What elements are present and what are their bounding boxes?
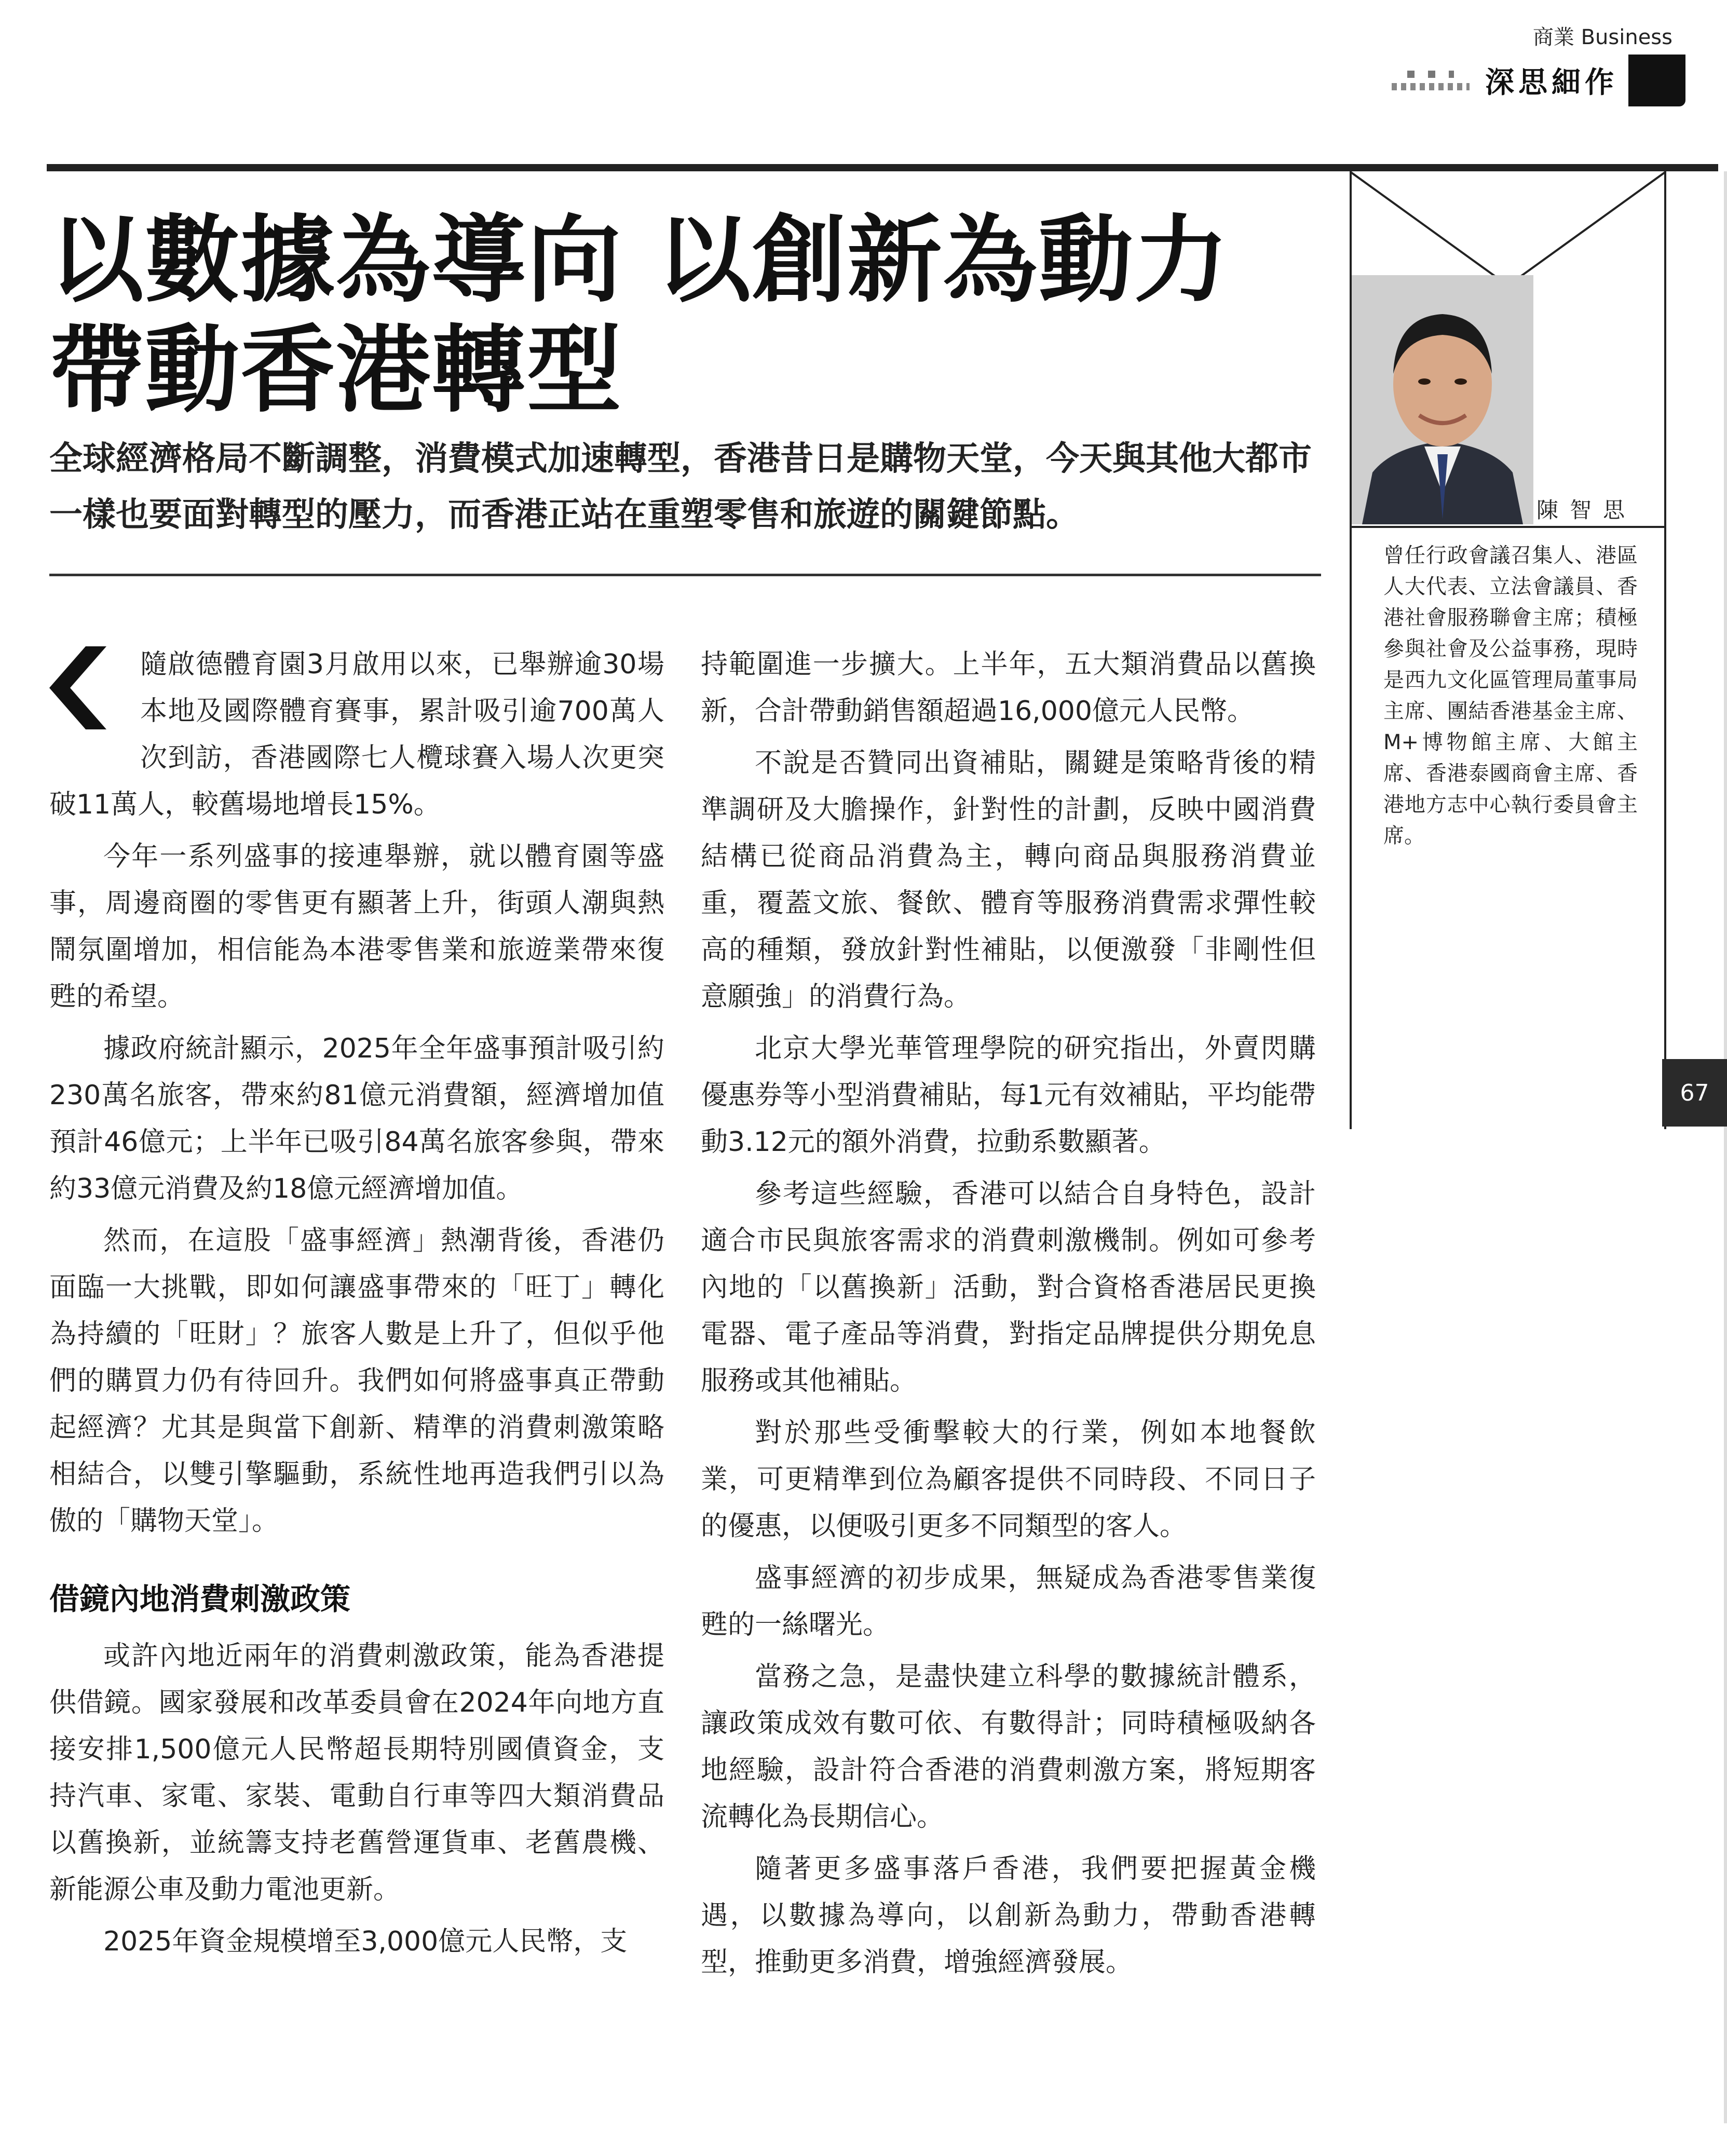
author-portrait — [1352, 275, 1533, 524]
title-line-1: 以數據為導向 以創新為動力 — [49, 205, 1230, 315]
body-column-left — [49, 641, 664, 1970]
paragraph: 2025年資金規模增至3,000億元人民幣，支 — [103, 1926, 628, 1957]
paragraph: 隨啟德體育園3月啟用以來，已舉辦逾30場本地及國際體育賽事，累計吸引逾700萬人次到訪，香港國際七人欖球賽入場人次更突破11萬人，較舊場地增長15%。 — [49, 649, 664, 820]
paragraph: 據政府統計顯示，2025年全年盛事預計吸引約230萬名旅客，帶來約81億元消費額，經濟增加值預計46億元；上半年已吸引84萬名旅客參與，帶來約33億元消費及約18億元經濟增加值。 — [49, 1033, 664, 1204]
column-name: 深思細作 — [1485, 66, 1618, 100]
paragraph: 北京大學光華管理學院的研究指出，外賣閃購優惠券等小型消費補貼，每1元有效補貼，平均能帶動3.12元的額外消費，拉動系數顯著。 — [701, 1033, 1316, 1158]
paragraph: 隨著更多盛事落戶香港，我們要把握黃金機遇，以數據為導向，以創新為動力，帶動香港轉型，推動更多消費，增強經濟發展。 — [701, 1853, 1316, 1978]
top-rule — [47, 164, 1718, 171]
author-bio: 曾任行政會議召集人、港區人大代表、立法會議員、香港社會服務聯會主席；積極參與社會及公益事務，現時是西九文化區管理局董事局主席、團結香港基金主席、M+博物館主席、大館主席、香港泰國商會主席、香港地方志中心執行委員會主席。 — [1383, 544, 1638, 848]
paragraph: 或許內地近兩年的消費刺激政策，能為香港提供借鏡。國家發展和改革委員會在2024年向地方直接安排1,500億元人民幣超長期特別國債資金，支持汽車、家電、家裝、電動自行車等四大類消費品以舊換新，並統籌支持老舊營運貨車、老舊農機、新能源公車及動力電池更新。 — [49, 1640, 664, 1905]
badge-decoration-icon — [1392, 65, 1470, 96]
paragraph: 今年一系列盛事的接連舉辦，就以體育園等盛事，周邊商圈的零售更有顯著上升，街頭人潮與熱鬧氛圍增加，相信能為本港零售業和旅遊業帶來復甦的希望。 — [49, 841, 664, 1012]
subheading: 借鏡內地消費刺激政策 — [49, 1581, 351, 1617]
page-edge — [1724, 171, 1727, 2123]
chevron-left-icon — [49, 646, 135, 737]
author-name: 陳智思 — [1536, 497, 1637, 523]
badge-block — [1628, 55, 1685, 106]
article-title — [49, 205, 1321, 425]
lede-rule — [49, 574, 1321, 576]
body-column-right — [701, 641, 1316, 1991]
title-line-2: 帶動香港轉型 — [49, 315, 622, 425]
paragraph: 當務之急，是盡快建立科學的數據統計體系，讓政策成效有數可依、有數得計；同時積極吸納各地經驗，設計符合香港的消費刺激方案，將短期客流轉化為長期信心。 — [701, 1661, 1316, 1833]
paragraph: 持範圍進一步擴大。上半年，五大類消費品以舊換新，合計帶動銷售額超過16,000億元人民幣。 — [701, 649, 1316, 727]
sidebar-rule — [1352, 526, 1664, 528]
article-lede: 全球經濟格局不斷調整，消費模式加速轉型，香港昔日是購物天堂，今天與其他大都市一樣也要面對轉型的壓力，而香港正站在重塑零售和旅遊的關鍵節點。 — [49, 440, 1312, 534]
section-label: 商業 Business — [1532, 25, 1672, 49]
paragraph: 參考這些經驗，香港可以結合自身特色，設計適合市民與旅客需求的消費刺激機制。例如可參考內地的「以舊換新」活動，對合資格香港居民更換電器、電子產品等消費，對指定品牌提供分期免息服務或其他補貼。 — [701, 1178, 1316, 1396]
sidebar-peak — [1350, 171, 1666, 286]
paragraph: 然而，在這股「盛事經濟」熱潮背後，香港仍面臨一大挑戰，即如何讓盛事帶來的「旺丁」轉化為持續的「旺財」？旅客人數是上升了，但似乎他們的購買力仍有待回升。我們如何將盛事真正帶動起經濟？尤其是與當下創新、精準的消費刺激策略相結合，以雙引擎驅動，系統性地再造我們引以為傲的「購物天堂」。 — [49, 1225, 664, 1537]
paragraph: 對於那些受衝擊較大的行業，例如本地餐飲業，可更精準到位為顧客提供不同時段、不同日子的優惠，以便吸引更多不同類型的客人。 — [701, 1417, 1316, 1542]
paragraph: 盛事經濟的初步成果，無疑成為香港零售業復甦的一絲曙光。 — [701, 1563, 1316, 1640]
paragraph: 不說是否贊同出資補貼，關鍵是策略背後的精準調研及大膽操作，針對性的計劃，反映中國消費結構已從商品消費為主，轉向商品與服務消費並重，覆蓋文旅、餐飲、體育等服務消費需求彈性較高的種類，發放針對性補貼，以便激發「非剛性但意願強」的消費行為。 — [701, 748, 1316, 1012]
column-badge — [1392, 55, 1685, 106]
page-number: 67 — [1662, 1059, 1727, 1127]
